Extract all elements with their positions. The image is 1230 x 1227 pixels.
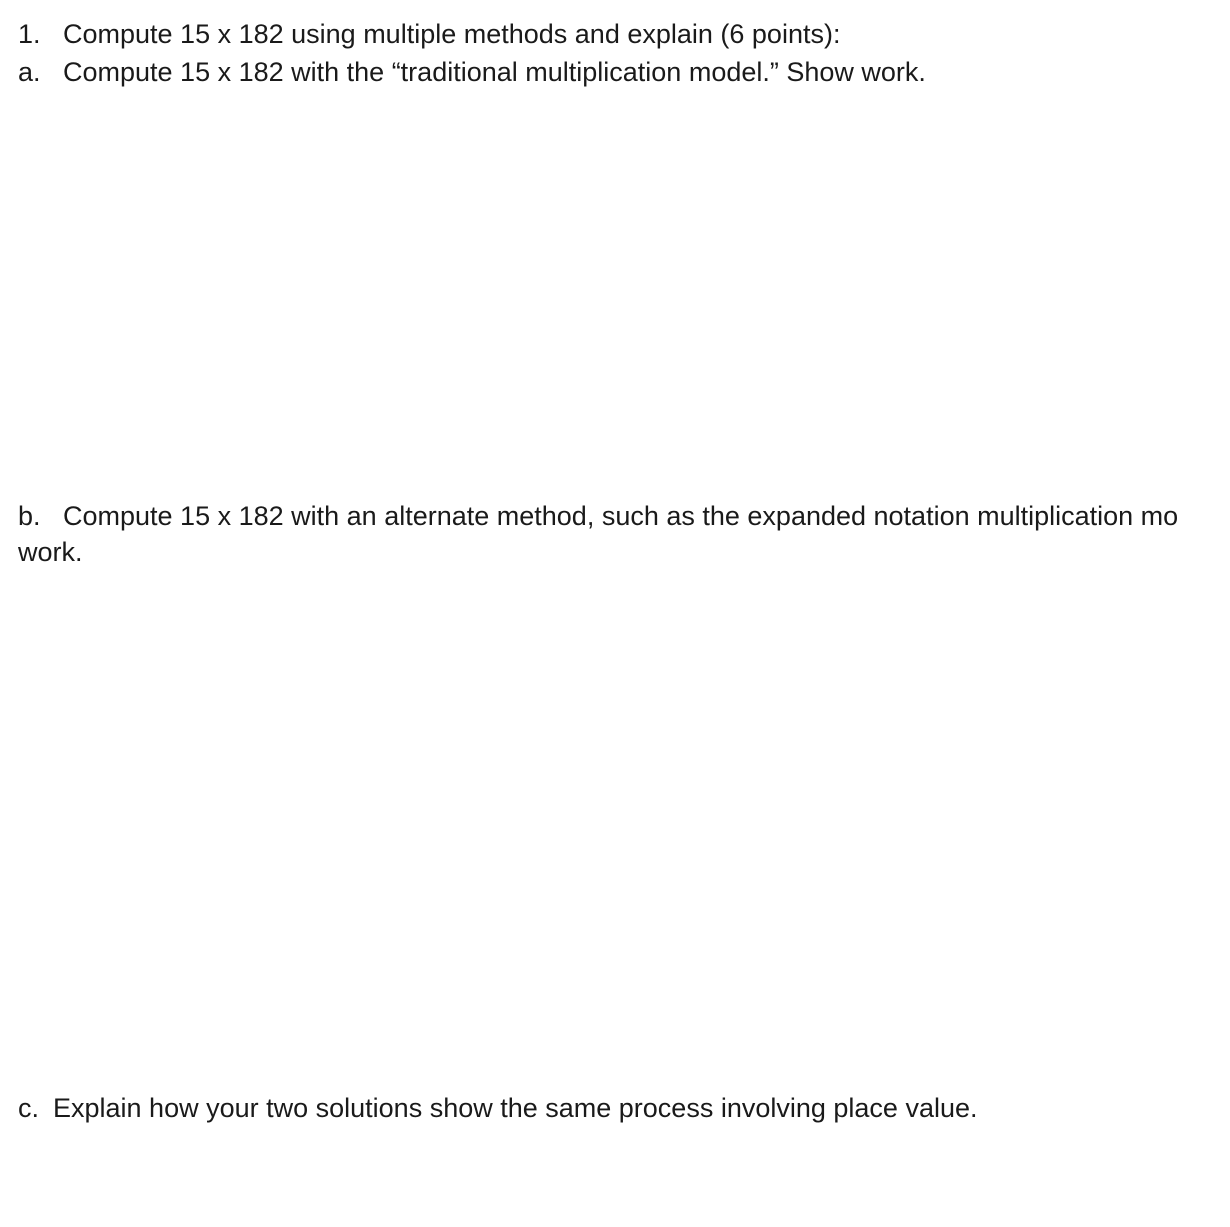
part-a-text: Compute 15 x 182 with the “traditional multiplication model.” Show work. <box>63 57 926 87</box>
part-a-letter: a. <box>18 57 41 87</box>
question-1-heading <box>18 17 840 51</box>
part-c-prompt <box>18 1091 978 1125</box>
part-b-text-continued: work. <box>18 537 83 567</box>
part-c-text: Explain how your two solutions show the same process involving place value. <box>53 1093 978 1123</box>
part-b-prompt-continued <box>18 535 83 569</box>
question-number: 1. <box>18 19 41 49</box>
part-a-prompt <box>18 55 926 89</box>
part-c-letter: c. <box>18 1093 40 1123</box>
part-b-text: Compute 15 x 182 with an alternate method, such as the expanded notation multiplication mo <box>63 501 1179 531</box>
part-b-letter: b. <box>18 501 41 531</box>
part-b-prompt <box>18 499 1230 533</box>
question-1-text: Compute 15 x 182 using multiple methods and explain (6 points): <box>63 19 841 49</box>
